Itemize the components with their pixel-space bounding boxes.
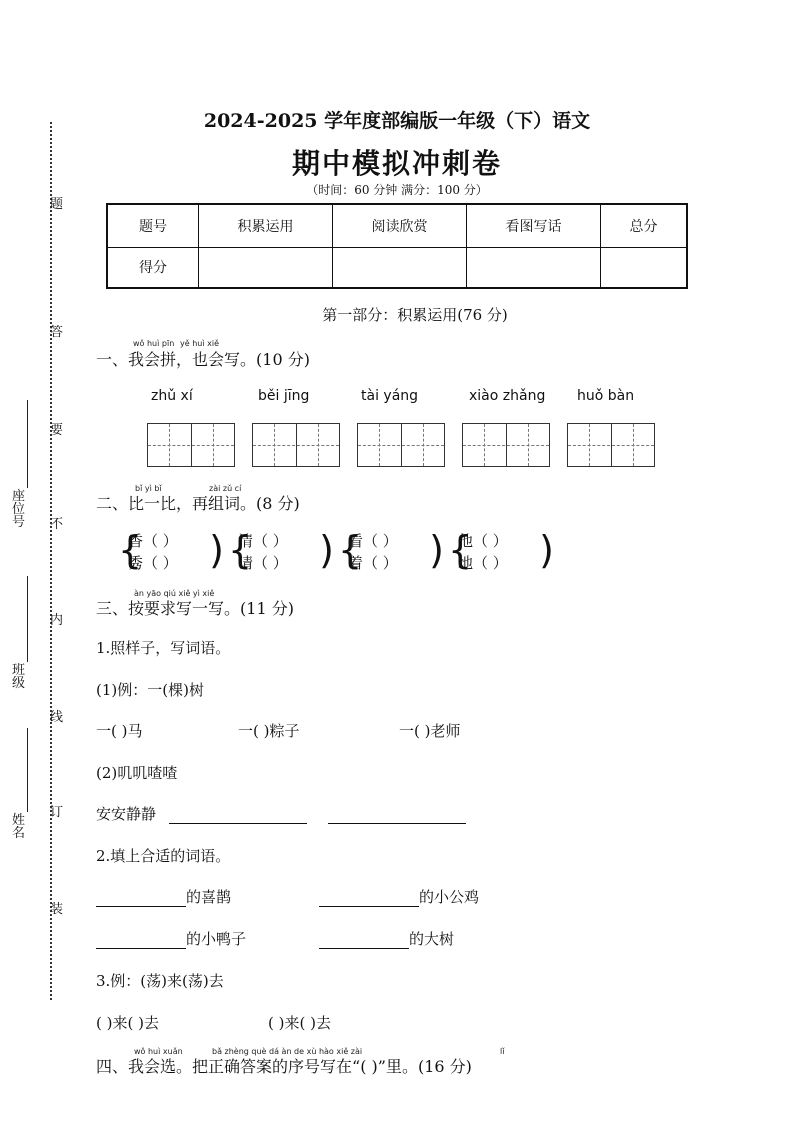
phrase-suffix: 的小公鸡 xyxy=(419,888,480,906)
pinyin-word: zhǔ xí xyxy=(151,388,193,404)
score-table xyxy=(106,203,688,289)
fill-row xyxy=(96,886,231,907)
exam-title: 2024-2025 学年度部编版一年级（下）语文 xyxy=(203,110,591,132)
pinyin-word: huǒ bàn xyxy=(577,388,635,404)
section-text: 比一比，再组词。 xyxy=(128,494,257,513)
score-header-cell: 题号 xyxy=(107,204,199,247)
compare-word[interactable]: 请（ ） xyxy=(238,554,288,572)
margin-char: 内 xyxy=(50,613,64,628)
section4-heading xyxy=(96,1054,472,1077)
section2-heading xyxy=(96,491,300,514)
score-input-cell[interactable] xyxy=(601,247,688,288)
tianzige-grid[interactable] xyxy=(252,423,340,467)
question-example: (2)叽叽喳喳 xyxy=(96,764,178,782)
binding-dotted-line xyxy=(50,122,52,1000)
margin-char: 题 xyxy=(50,197,64,212)
compare-group xyxy=(228,528,336,576)
section-number: 二、 xyxy=(96,494,129,513)
fill-blank[interactable]: ( )来( )去 xyxy=(96,1014,159,1032)
pinyin-annotation: lǐ xyxy=(500,1047,505,1056)
pinyin-annotation: yě huì xiě xyxy=(180,339,219,348)
compare-word[interactable]: 秀（ ） xyxy=(128,554,178,572)
answer-blank[interactable] xyxy=(319,932,409,949)
answer-blank[interactable] xyxy=(319,890,419,907)
phrase-suffix: 的大树 xyxy=(409,930,455,948)
right-paren-icon: ) xyxy=(539,528,554,572)
right-paren-icon: ) xyxy=(209,528,224,572)
section-score: (16 分) xyxy=(417,1057,472,1076)
tianzige-grid[interactable] xyxy=(357,423,445,467)
section-text: 按要求写一写。 xyxy=(128,599,241,618)
seat-number-label: 座位号 xyxy=(12,489,26,530)
margin-char: 答 xyxy=(50,325,64,340)
compare-word[interactable]: 清（ ） xyxy=(238,532,288,550)
fill-row xyxy=(319,928,454,949)
compare-word[interactable]: 地（ ） xyxy=(458,554,508,572)
margin-char: 线 xyxy=(50,710,64,725)
fill-row xyxy=(96,803,466,824)
margin-char: 装 xyxy=(50,902,64,917)
tianzige-grid[interactable] xyxy=(147,423,235,467)
compare-group xyxy=(338,528,446,576)
left-brace-icon: { xyxy=(228,528,253,572)
margin-char: 不 xyxy=(50,517,64,532)
compare-word[interactable]: 他（ ） xyxy=(458,532,508,550)
left-brace-icon: { xyxy=(118,528,143,572)
left-brace-icon: { xyxy=(448,528,473,572)
score-row-label: 得分 xyxy=(107,247,199,288)
tianzige-grid[interactable] xyxy=(462,423,550,467)
pinyin-annotation: wǒ huì xuǎn xyxy=(134,1047,183,1056)
seat-number-line[interactable] xyxy=(27,400,28,488)
fill-row xyxy=(96,928,246,949)
section-score: (11 分) xyxy=(240,599,294,618)
phrase-suffix: 的小鸭子 xyxy=(186,930,247,948)
left-brace-icon: { xyxy=(338,528,363,572)
score-input-cell[interactable] xyxy=(333,247,467,288)
answer-blank[interactable] xyxy=(96,890,186,907)
pinyin-word: tài yáng xyxy=(361,388,419,404)
question-text: 2.填上合适的词语。 xyxy=(96,847,231,865)
section3-heading xyxy=(96,596,294,619)
exam-subtitle: 期中模拟冲刺卷 xyxy=(291,147,502,180)
given-word: 安安静静 xyxy=(96,805,157,823)
compare-group xyxy=(448,528,556,576)
question-text: 1.照样子，写词语。 xyxy=(96,639,231,657)
score-header-cell: 积累运用 xyxy=(199,204,333,247)
pinyin-annotation: àn yāo qiú xiě yì xiě xyxy=(134,589,215,598)
fill-blank[interactable]: 一( )老师 xyxy=(399,722,461,740)
section-number: 一、 xyxy=(96,350,129,369)
pinyin-annotation: bǎ zhèng què dá àn de xù hào xiě zài xyxy=(212,1047,363,1056)
score-input-cell[interactable] xyxy=(199,247,333,288)
section-number: 四、 xyxy=(96,1057,129,1076)
section-text: 我会拼，也会写。 xyxy=(128,350,257,369)
margin-char: 要 xyxy=(50,423,64,438)
right-paren-icon: ) xyxy=(429,528,444,572)
class-line[interactable] xyxy=(27,576,28,662)
part1-title: 第一部分：积累运用(76 分) xyxy=(322,306,508,324)
section-score: (10 分) xyxy=(256,350,310,369)
margin-char: 订 xyxy=(50,805,64,820)
fill-row xyxy=(319,886,479,907)
section-text: 我会选。把正确答案的序号写在“( )”里。 xyxy=(128,1057,418,1076)
pinyin-annotation: wǒ huì pīn xyxy=(133,339,175,348)
section-number: 三、 xyxy=(96,599,129,618)
pinyin-annotation: bǐ yì bǐ xyxy=(135,484,162,493)
compare-group xyxy=(118,528,226,576)
compare-word[interactable]: 着（ ） xyxy=(348,554,398,572)
class-label: 班级 xyxy=(12,663,26,691)
compare-word[interactable]: 看（ ） xyxy=(348,532,398,550)
score-header-cell: 总分 xyxy=(601,204,688,247)
name-line[interactable] xyxy=(27,728,28,812)
exam-info: （时间：60 分钟 满分：100 分） xyxy=(306,183,488,197)
pinyin-word: běi jīng xyxy=(258,388,310,404)
section1-heading xyxy=(96,347,310,370)
fill-blank[interactable]: 一( )马 xyxy=(96,722,143,740)
compare-word[interactable]: 香（ ） xyxy=(128,532,178,550)
score-header-cell: 阅读欣赏 xyxy=(333,204,467,247)
score-header-cell: 看图写话 xyxy=(467,204,601,247)
section-score: (8 分) xyxy=(256,494,300,513)
fill-blank[interactable]: 一( )粽子 xyxy=(238,722,300,740)
phrase-suffix: 的喜鹊 xyxy=(186,888,232,906)
question-example: 3.例：(荡)来(荡)去 xyxy=(96,972,224,990)
answer-blank[interactable] xyxy=(169,807,307,824)
tianzige-grid[interactable] xyxy=(567,423,655,467)
answer-blank[interactable] xyxy=(96,932,186,949)
question-example: (1)例：一(棵)树 xyxy=(96,681,204,699)
score-input-cell[interactable] xyxy=(467,247,601,288)
name-label: 姓名 xyxy=(12,813,26,841)
right-paren-icon: ) xyxy=(319,528,334,572)
answer-blank[interactable] xyxy=(328,807,466,824)
pinyin-annotation: zài zǔ cí xyxy=(209,484,242,493)
pinyin-word: xiào zhǎng xyxy=(469,388,546,404)
fill-blank[interactable]: ( )来( )去 xyxy=(268,1014,331,1032)
